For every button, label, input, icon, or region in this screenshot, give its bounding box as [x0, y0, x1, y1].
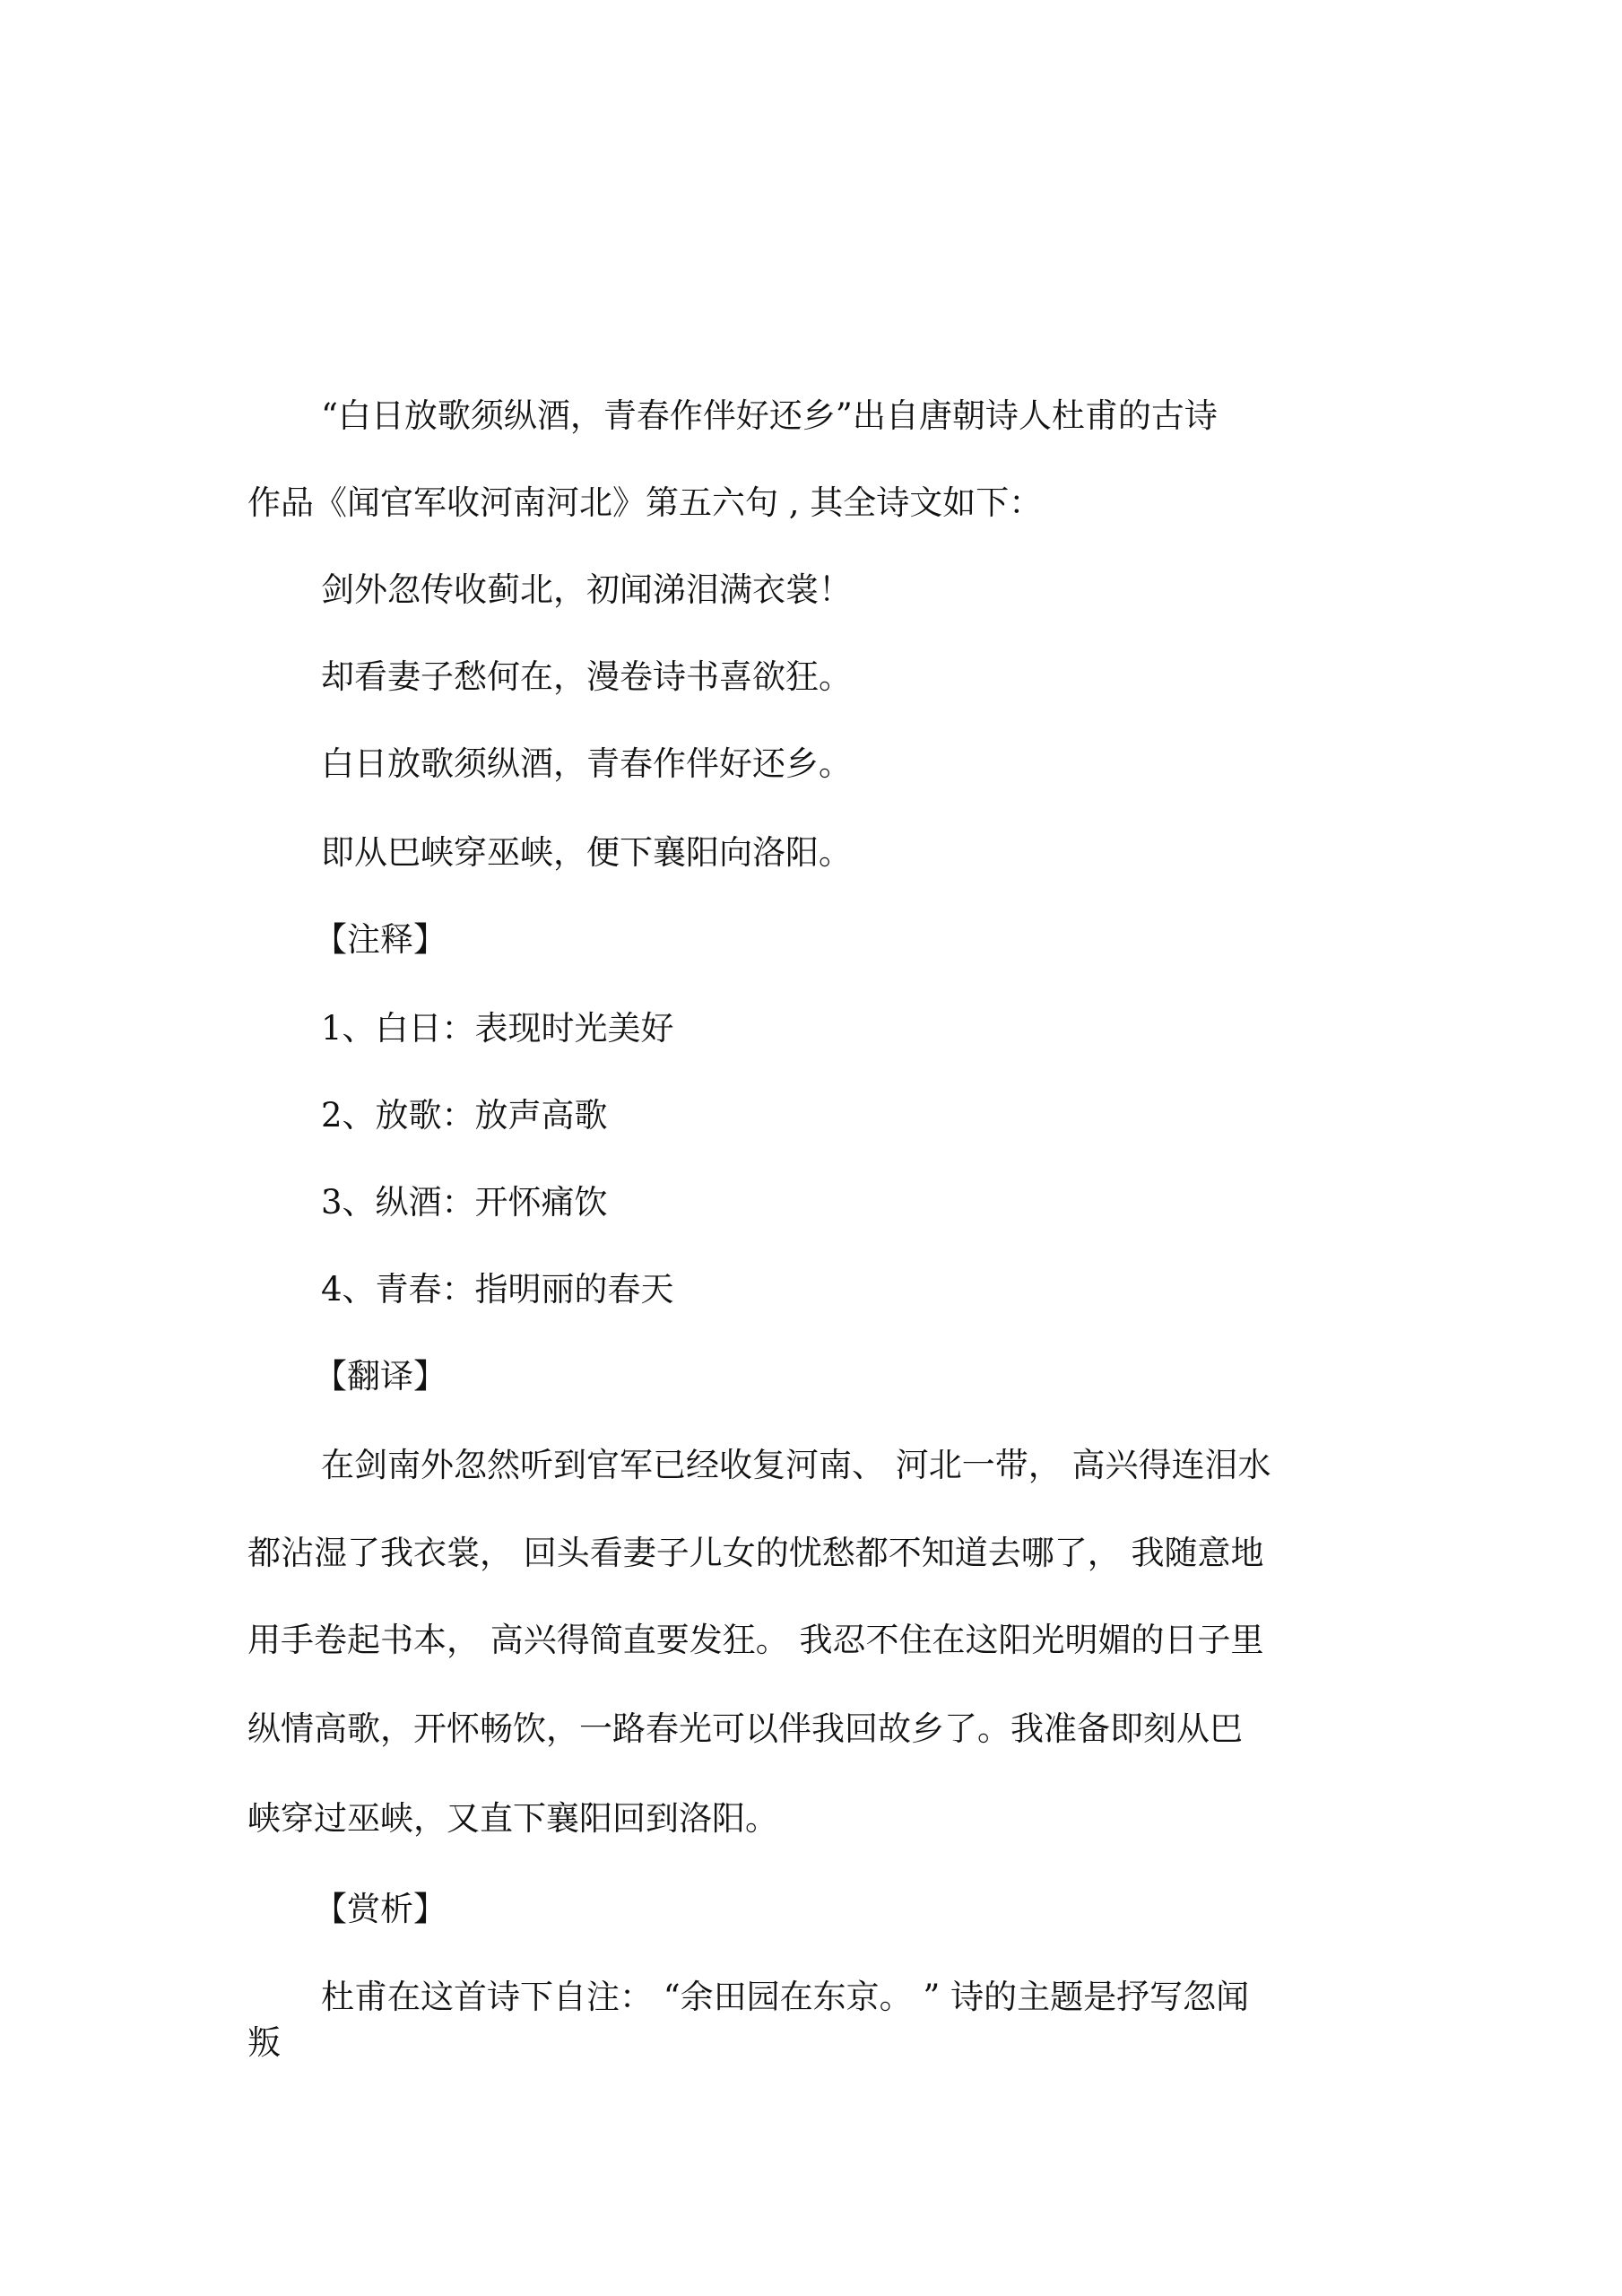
appreciation-heading: 【赏析】: [314, 1890, 447, 1928]
appreciation-line: 杜甫在这首诗下自注： “余田园在东京。 ” 诗的主题是抒写忽闻: [321, 1978, 1250, 2016]
intro-line-2: 作品《闻官军收河南河北》第五六句 , 其全诗文如下：: [247, 483, 1043, 522]
poem-line: 剑外忽传收蓟北，初闻涕泪满衣裳！: [321, 570, 852, 609]
note-item: 2、放歌：放声高歌: [321, 1096, 608, 1135]
appreciation-line: 叛: [247, 2023, 281, 2062]
translation-line: 纵情高歌，开怀畅饮，一路春光可以伴我回故乡了。我准备即刻从巴: [247, 1709, 1243, 1748]
poem-line: 却看妻子愁何在，漫卷诗书喜欲狂。: [321, 657, 852, 696]
translation-line: 峡穿过巫峡，又直下襄阳回到洛阳。: [247, 1799, 778, 1838]
translation-line: 都沾湿了我衣裳， 回头看妻子儿女的忧愁都不知道去哪了， 我随意地: [247, 1534, 1264, 1572]
poem-line: 白日放歌须纵酒，青春作伴好还乡。: [321, 744, 852, 783]
note-item: 3、纵酒：开怀痛饮: [321, 1183, 608, 1222]
note-item: 1、白日：表现时光美好: [321, 1009, 674, 1048]
translation-line: 用手卷起书本， 高兴得简直要发狂。 我忍不住在这阳光明媚的日子里: [247, 1621, 1264, 1659]
poem-line: 即从巴峡穿巫峡，便下襄阳向洛阳。: [321, 833, 852, 872]
intro-line-1: “白日放歌须纵酒，青春作伴好还乡”出自唐朝诗人杜甫的古诗: [321, 396, 1218, 435]
note-item: 4、青春：指明丽的春天: [321, 1270, 674, 1309]
translation-line: 在剑南外忽然听到官军已经收复河南、 河北一带， 高兴得连泪水: [321, 1446, 1271, 1484]
notes-heading: 【注释】: [314, 920, 447, 959]
translation-heading: 【翻译】: [314, 1357, 447, 1396]
